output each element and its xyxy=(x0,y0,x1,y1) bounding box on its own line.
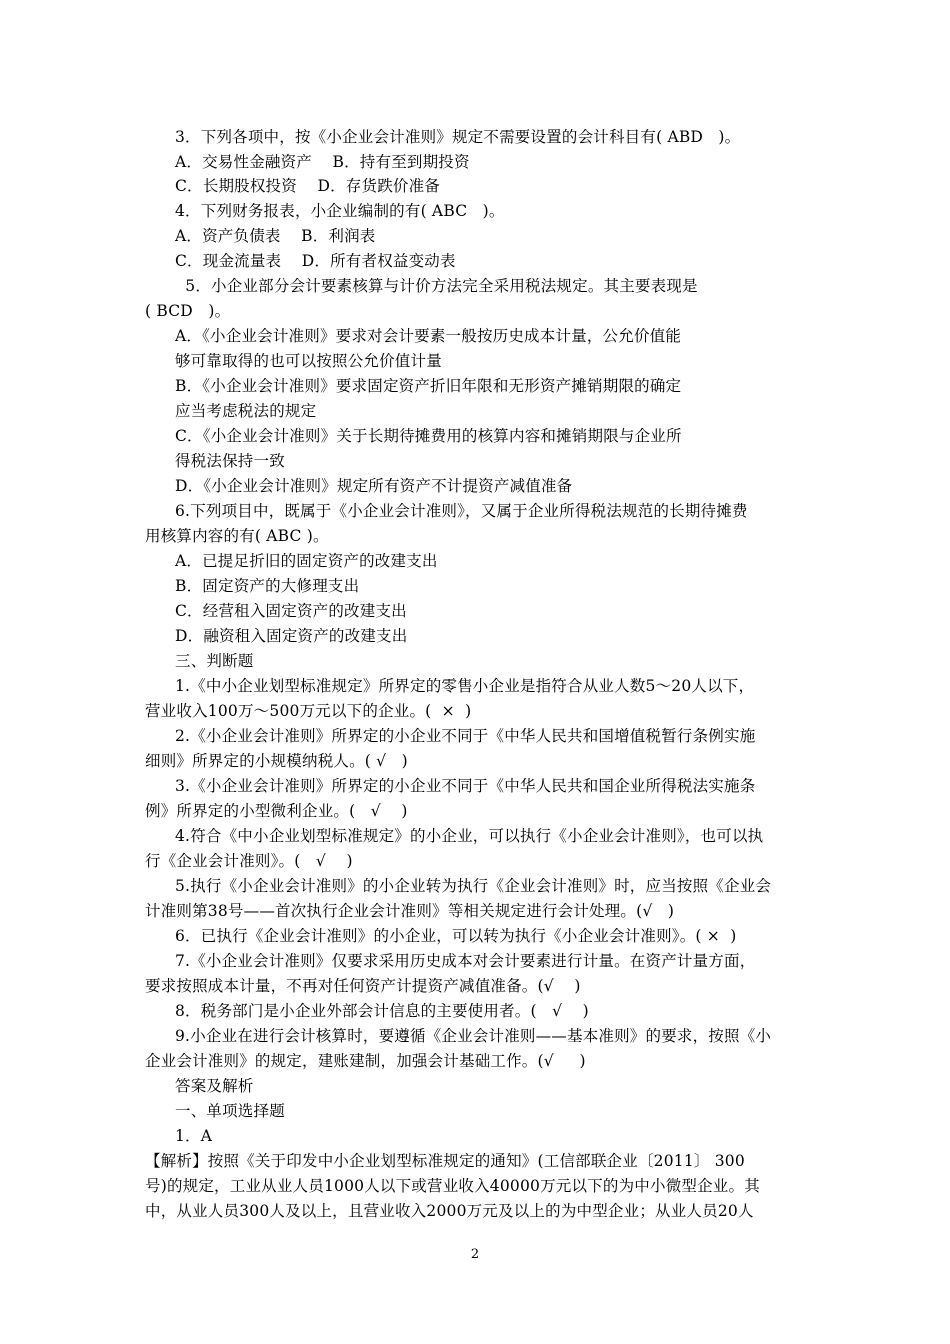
judgement-3-continued: 例》所界定的小型微利企业。( √ ) xyxy=(145,802,408,820)
question-4: 4．下列财务报表，小企业编制的有( ABC )。 xyxy=(175,202,505,220)
question-3: 3．下列各项中，按《小企业会计准则》规定不需要设置的会计科目有( ABD )。 xyxy=(175,128,741,146)
question-6: 6.下列项目中，既属于《小企业会计准则》，又属于企业所得税法规范的长期待摊费 xyxy=(175,502,748,520)
judgement-7-continued: 要求按照成本计量，不再对任何资产计提资产减值准备。(√ ) xyxy=(145,977,581,995)
option-line: A．资产负债表 B．利润表 xyxy=(175,227,376,245)
option-line: A．交易性金融资产 B．持有至到期投资 xyxy=(175,153,470,171)
option-line: B．《小企业会计准则》要求固定资产折旧年限和无形资产摊销期限的确定 xyxy=(175,377,682,395)
option-line: C．经营租入固定资产的改建支出 xyxy=(175,602,407,620)
judgement-5-continued: 计准则第38号——首次执行企业会计准则》等相关规定进行会计处理。(√ ) xyxy=(145,902,675,920)
option-line: 应当考虑税法的规定 xyxy=(175,402,317,420)
section-heading: 三、判断题 xyxy=(175,652,254,670)
section-heading: 一、单项选择题 xyxy=(175,1102,285,1120)
answer-1: 1．A xyxy=(175,1127,213,1145)
option-line: 得税法保持一致 xyxy=(175,452,285,470)
answers-heading: 答案及解析 xyxy=(175,1077,254,1095)
option-line: A．已提足折旧的固定资产的改建支出 xyxy=(175,552,438,570)
page-number: 2 xyxy=(470,1247,480,1262)
option-line: 够可靠取得的也可以按照公允价值计量 xyxy=(175,352,442,370)
judgement-3: 3.《小企业会计准则》所界定的小企业不同于《中华人民共和国企业所得税法实施条 xyxy=(175,777,756,795)
judgement-4: 4.符合《中小企业划型标准规定》的小企业，可以执行《小企业会计准则》，也可以执 xyxy=(175,827,764,845)
judgement-9-continued: 企业会计准则》的规定，建账建制，加强会计基础工作。(√ ) xyxy=(145,1052,586,1070)
judgement-9: 9.小企业在进行会计核算时，要遵循《企业会计准则——基本准则》的要求，按照《小 xyxy=(175,1027,772,1045)
judgement-5: 5.执行《小企业会计准则》的小企业转为执行《企业会计准则》时，应当按照《企业会 xyxy=(175,877,772,895)
judgement-4-continued: 行《企业会计准则》。( √ ) xyxy=(145,852,353,870)
question-5: 5．小企业部分会计要素核算与计价方法完全采用税法规定。其主要表现是 xyxy=(175,277,698,295)
option-line: D．《小企业会计准则》规定所有资产不计提资产减值准备 xyxy=(175,477,573,495)
option-line: C．长期股权投资 D．存货跌价准备 xyxy=(175,177,440,195)
judgement-7: 7.《小企业会计准则》仅要求采用历史成本对会计要素进行计量。在资产计量方面， xyxy=(175,952,756,970)
analysis-paragraph: 号)的规定，工业从业人员1000人以下或营业收入40000万元以下的为中小微型企业。其 xyxy=(145,1177,760,1195)
judgement-6: 6．已执行《企业会计准则》的小企业，可以转为执行《小企业会计准则》。( × ) xyxy=(175,927,737,945)
analysis-paragraph: 中，从业人员300人及以上，且营业收入2000万元及以上的为中型企业；从业人员20人 xyxy=(145,1202,754,1220)
analysis-paragraph: 【解析】按照《关于印发中小企业划型标准规定的通知》(工信部联企业〔2011〕 300 xyxy=(145,1152,745,1170)
option-line: C．《小企业会计准则》关于长期待摊费用的核算内容和摊销期限与企业所 xyxy=(175,427,682,445)
option-line: D．融资租入固定资产的改建支出 xyxy=(175,627,408,645)
judgement-1: 1.《中小企业划型标准规定》所界定的零售小企业是指符合从业人数5～20人以下， xyxy=(175,677,755,695)
judgement-1-continued: 营业收入100万～500万元以下的企业。( × ) xyxy=(145,702,472,720)
option-line: A．《小企业会计准则》要求对会计要素一般按历史成本计量，公允价值能 xyxy=(175,327,682,345)
judgement-2: 2.《小企业会计准则》所界定的小企业不同于《中华人民共和国增值税暂行条例实施 xyxy=(175,727,756,745)
judgement-8: 8．税务部门是小企业外部会计信息的主要使用者。( √ ) xyxy=(175,1002,589,1020)
option-line: C．现金流量表 D．所有者权益变动表 xyxy=(175,252,456,270)
option-line: B．固定资产的大修理支出 xyxy=(175,577,360,595)
question-5-continued: ( BCD )。 xyxy=(145,302,231,320)
question-6-continued: 用核算内容的有( ABC )。 xyxy=(145,527,329,545)
judgement-2-continued: 细则》所界定的小规模纳税人。( √ ) xyxy=(145,752,408,770)
